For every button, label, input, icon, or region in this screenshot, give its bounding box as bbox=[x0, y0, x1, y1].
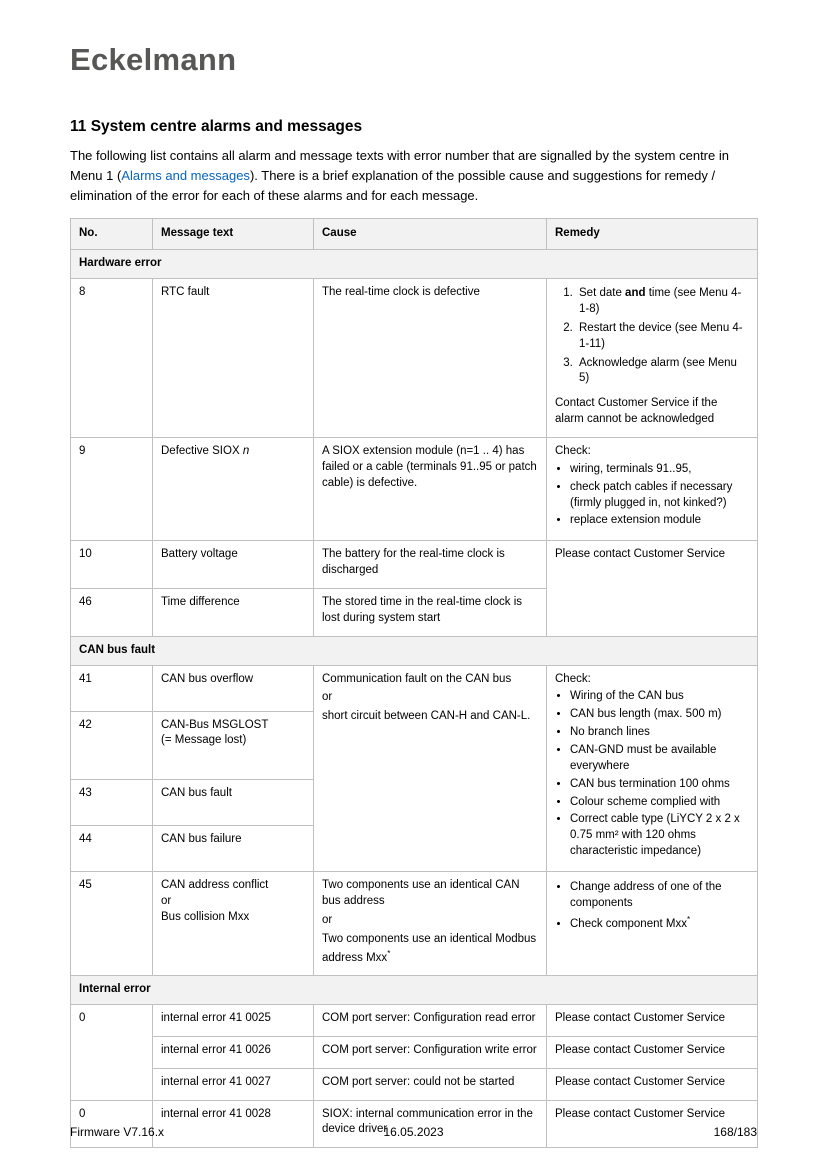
remedy-bullet bbox=[570, 914, 749, 933]
table-row-41 bbox=[71, 665, 758, 711]
cell-remedy-41-44 bbox=[547, 665, 758, 871]
cause-text: Two components use an identical Modbus address Mxx bbox=[322, 932, 537, 964]
remedy-bullet: • Correct cable type (LiYCY 2 x 2 x 0.75 mm² with 120 ohms characteristic impedance) bbox=[570, 812, 749, 860]
cell-no-0025: 0 bbox=[71, 1005, 153, 1101]
cell-message-0026: internal error 41 0026 bbox=[153, 1036, 314, 1068]
message-line: CAN address conflict bbox=[161, 879, 269, 892]
cell-cause-10: The battery for the real-time clock is discharged bbox=[314, 541, 547, 589]
remedy-step: 2. Restart the device (see Menu 4-1-11) bbox=[576, 321, 749, 353]
message-line: Bus collision Mxx bbox=[161, 910, 250, 923]
cell-no-45: 45 bbox=[71, 872, 153, 976]
alarms-and-messages-link[interactable]: Alarms and messages bbox=[121, 168, 250, 184]
cell-cause-0025: COM port server: Configuration read error bbox=[314, 1005, 547, 1037]
intro-text-1: The following list contains all alarm and message texts with error number that are signalled by the system centre in Menu 1 ( bbox=[70, 148, 729, 184]
section-row-hardware-error bbox=[71, 250, 758, 279]
cell-remedy-0026: Please contact Customer Service bbox=[547, 1036, 758, 1068]
table-row-9 bbox=[71, 438, 758, 541]
cell-message-44: CAN bus failure bbox=[153, 826, 314, 872]
section-label-hardware-error: Hardware error bbox=[71, 250, 758, 279]
cell-message-0027: internal error 41 0027 bbox=[153, 1068, 314, 1100]
remedy-label: Check: bbox=[555, 672, 591, 685]
remedy-note: Contact Customer Service if the alarm cannot be acknowledged bbox=[555, 397, 718, 426]
remedy-bullet: • Colour scheme complied with bbox=[570, 795, 749, 811]
cell-cause-9: A SIOX extension module (n=1 .. 4) has failed or a cable (terminals 91..95 or patch cable) is defective. bbox=[314, 438, 547, 541]
section-row-can-bus-fault bbox=[71, 636, 758, 665]
message-variable: n bbox=[242, 445, 250, 458]
cell-cause-41-44 bbox=[314, 665, 547, 871]
cell-message-42 bbox=[153, 711, 314, 780]
table-row-10 bbox=[71, 541, 758, 589]
remedy-steps-list bbox=[555, 286, 749, 387]
col-header-cause: Cause bbox=[314, 219, 547, 250]
alarms-table bbox=[70, 218, 758, 1148]
remedy-bullet-list bbox=[555, 689, 749, 860]
table-row-0025 bbox=[71, 1005, 758, 1037]
cell-no-42: 42 bbox=[71, 711, 153, 780]
footnote-asterisk: * bbox=[387, 948, 391, 958]
table-row-0026 bbox=[71, 1036, 758, 1068]
message-line: CAN-Bus MSGLOST bbox=[161, 718, 269, 731]
remedy-bullet: • CAN-GND must be available everywhere bbox=[570, 743, 749, 775]
cell-message-10: Battery voltage bbox=[153, 541, 314, 589]
cause-line: Two components use an identical CAN bus address bbox=[322, 879, 520, 907]
cause-line: or bbox=[322, 913, 333, 926]
intro-paragraph bbox=[70, 146, 757, 206]
cell-no-0028: 0 bbox=[71, 1100, 153, 1148]
remedy-bullet: • Change address of one of the components bbox=[570, 880, 749, 912]
footer-page-number: 168/183 bbox=[713, 1125, 757, 1139]
col-header-message: Message text bbox=[153, 219, 314, 250]
cause-line: or bbox=[322, 691, 333, 704]
cell-message-41: CAN bus overflow bbox=[153, 665, 314, 711]
remedy-bullet: • No branch lines bbox=[570, 725, 749, 741]
bullet-text: Check component Mxx bbox=[570, 917, 687, 930]
section-row-internal-error bbox=[71, 976, 758, 1005]
cell-remedy-0025: Please contact Customer Service bbox=[547, 1005, 758, 1037]
cause-line: short circuit between CAN-H and CAN-L. bbox=[322, 710, 531, 723]
cell-cause-0026: COM port server: Configuration write error bbox=[314, 1036, 547, 1068]
step-text: Set date bbox=[579, 287, 626, 300]
remedy-label: Check: bbox=[555, 445, 591, 458]
message-text: Defective SIOX bbox=[161, 445, 243, 458]
remedy-bullet: • wiring, terminals 91..95, bbox=[570, 462, 749, 478]
step-text: time (see Menu 4-1-8) bbox=[579, 287, 742, 315]
footnote-asterisk: * bbox=[686, 914, 691, 924]
cell-cause-0027: COM port server: could not be started bbox=[314, 1068, 547, 1100]
remedy-bullet: • check patch cables if necessary (firmly plugged in, not kinked?) bbox=[570, 480, 749, 512]
cell-no-43: 43 bbox=[71, 780, 153, 826]
cell-message-9 bbox=[153, 438, 314, 541]
message-line: (= Message lost) bbox=[161, 734, 247, 747]
cell-no-9: 9 bbox=[71, 438, 153, 541]
cell-remedy-8 bbox=[547, 279, 758, 438]
cell-message-43: CAN bus fault bbox=[153, 780, 314, 826]
intro-text-2: ). There is a brief explanation of the possible cause and suggestions for remedy / elimination of the error for each of these alarms and for each message. bbox=[70, 168, 716, 204]
cell-cause-46: The stored time in the real-time clock is lost during system start bbox=[314, 589, 547, 637]
cell-remedy-9 bbox=[547, 438, 758, 541]
footer-date: 16.05.2023 bbox=[383, 1125, 444, 1139]
cell-remedy-45 bbox=[547, 872, 758, 976]
page-title: 11 System centre alarms and messages bbox=[70, 118, 363, 135]
cell-cause-8: The real-time clock is defective bbox=[314, 279, 547, 438]
cell-message-46: Time difference bbox=[153, 589, 314, 637]
cell-cause-0028: SIOX: internal communication error in the device driver bbox=[314, 1100, 547, 1148]
cell-no-10: 10 bbox=[71, 541, 153, 589]
section-label-can-bus-fault: CAN bus fault bbox=[71, 636, 758, 665]
cell-cause-45 bbox=[314, 872, 547, 976]
cell-remedy-0027: Please contact Customer Service bbox=[547, 1068, 758, 1100]
message-line: or bbox=[161, 894, 172, 907]
cause-line: Communication fault on the CAN bus bbox=[322, 672, 512, 685]
remedy-bullet: • CAN bus termination 100 ohms bbox=[570, 777, 749, 793]
cell-message-0028: internal error 41 0028 bbox=[153, 1100, 314, 1148]
remedy-bullet: • Wiring of the CAN bus bbox=[570, 689, 749, 705]
col-header-remedy: Remedy bbox=[547, 219, 758, 250]
footer-firmware-version: Firmware V7.16.x bbox=[70, 1125, 165, 1139]
cell-message-8: RTC fault bbox=[153, 279, 314, 438]
company-logo: Eckelmann bbox=[70, 42, 237, 77]
table-row-0028 bbox=[71, 1100, 758, 1148]
table-row-45 bbox=[71, 872, 758, 976]
cell-no-41: 41 bbox=[71, 665, 153, 711]
cell-no-8: 8 bbox=[71, 279, 153, 438]
table-row-0027 bbox=[71, 1068, 758, 1100]
table-header-row bbox=[71, 219, 758, 250]
step-text-bold: and bbox=[625, 287, 646, 300]
table-row-8 bbox=[71, 279, 758, 438]
section-label-internal-error: Internal error bbox=[71, 976, 758, 1005]
cell-remedy-0028: Please contact Customer Service bbox=[547, 1100, 758, 1148]
cell-remedy-10-46: Please contact Customer Service bbox=[547, 541, 758, 636]
cell-message-0025: internal error 41 0025 bbox=[153, 1005, 314, 1037]
remedy-bullet-list bbox=[555, 462, 749, 529]
page-footer bbox=[70, 1125, 757, 1139]
cause-line bbox=[322, 932, 538, 967]
remedy-bullet: • CAN bus length (max. 500 m) bbox=[570, 707, 749, 723]
remedy-step: 3. Acknowledge alarm (see Menu 5) bbox=[576, 356, 749, 388]
cell-no-44: 44 bbox=[71, 826, 153, 872]
col-header-no: No. bbox=[71, 219, 153, 250]
cell-no-46: 46 bbox=[71, 589, 153, 637]
cell-message-45 bbox=[153, 872, 314, 976]
remedy-step bbox=[576, 286, 749, 318]
remedy-bullet-list bbox=[555, 880, 749, 932]
remedy-bullet: • replace extension module bbox=[570, 513, 749, 529]
